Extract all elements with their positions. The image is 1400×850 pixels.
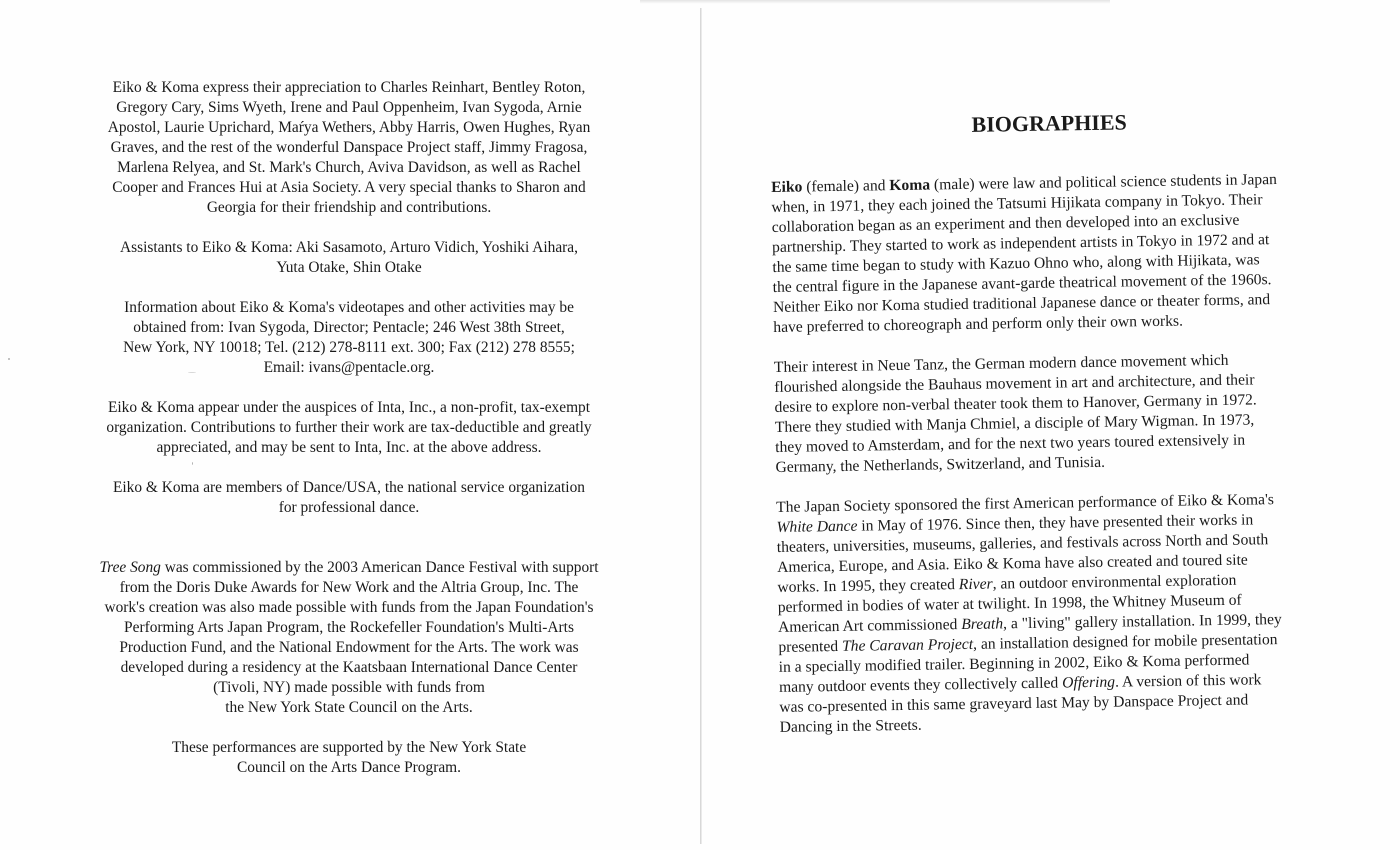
right-page (770, 105, 1328, 738)
ack-line: Cooper and Frances Hui at Asia Society. A very special thanks to Sharon and (112, 179, 586, 196)
bio-line: performed in bodies of water at twilight. In 1998, the Whitney Museum of (777, 591, 1242, 616)
support-line: Council on the Arts Dance Program. (237, 759, 461, 776)
bio-line: America, Europe, and Asia. Eiko & Koma have also created and toured site (776, 551, 1248, 576)
support-line: These performances are supported by the New York State (171, 739, 527, 756)
assistants-line: Yuta Otake, Shin Otake (276, 259, 422, 276)
bio-text: American Art commissioned (777, 616, 962, 636)
bio-line: There they studied with Manja Chmiel, a disciple of Mary Wigman. In 1973, (774, 411, 1255, 436)
members-paragraph (66, 478, 632, 518)
page-fold (700, 8, 702, 844)
tree-song-credits-paragraph (66, 558, 632, 718)
contact-info-paragraph (66, 298, 632, 378)
bio-line: partnership. They started to work as independent artists in Tokyo in 1972 and at (771, 231, 1270, 256)
bio-paragraph-2 (774, 349, 1324, 478)
bio-text: many outdoor events they collectively called (778, 674, 1063, 696)
treesong-line: the New York State Council on the Arts. (225, 699, 473, 716)
support-paragraph (66, 738, 632, 778)
bio-line: collaboration began as an experiment and then developed into an exclusive (771, 211, 1240, 236)
bio-line: theaters, universities, museums, galleries, and festivals across North and South (776, 531, 1269, 556)
bio-paragraph-1 (771, 169, 1321, 338)
ack-line: Eiko & Koma express their appreciation to Charles Reinhart, Bentley Roton, (112, 79, 586, 96)
bio-text: works. In 1995, they created (777, 576, 959, 596)
ack-line: Georgia for their friendship and contributions. (206, 199, 492, 216)
bio-line: when, in 1971, they each joined the Tatsumi Hijikata company in Tokyo. Their (771, 191, 1263, 216)
white-dance-title: White Dance (776, 517, 858, 536)
bio-line: Germany, the Netherlands, Switzerland, and Tunisia. (775, 453, 1106, 476)
bio-line: Dancing in the Streets. (779, 716, 922, 736)
bio-line: the central figure in the Japanese avant-garde theatrical movement of the 1960s. (772, 271, 1272, 296)
info-line: Information about Eiko & Koma's videotapes and other activities may be (124, 299, 574, 316)
bio-line: was co-presented in this same graveyard last May by Danspace Project and (779, 691, 1249, 716)
bio-line: have preferred to choreograph and perform only their own works. (773, 312, 1184, 336)
treesong-line: Production Fund, and the National Endowment for the Arts. The work was (119, 639, 579, 656)
auspices-line: appreciated, and may be sent to Inta, Inc. at the above address. (156, 439, 542, 456)
bio-line: in a specially modified trailer. Beginning in 2002, Eiko & Koma performed (778, 651, 1250, 676)
bio-text: , a "living" gallery installation. In 1999, they (1002, 611, 1282, 633)
bio-line: the same time began to study with Kazuo Ohno who, along with Hijikata, was (772, 251, 1260, 276)
eiko-name: Eiko (771, 178, 803, 196)
bio-text: (female) and (802, 177, 890, 196)
bio-line: they moved to Amsterdam, and for the next two years toured extensively in (775, 431, 1246, 456)
ack-line: Marlena Relyea, and St. Mark's Church, Aviva Davidson, as well as Rachel (117, 159, 581, 176)
bio-line: Their interest in Neue Tanz, the German modern dance movement which (773, 351, 1229, 376)
ack-line: Gregory Cary, Sims Wyeth, Irene and Paul Oppenheim, Ivan Sygoda, Arnie (116, 99, 582, 116)
auspices-paragraph (66, 398, 632, 458)
bio-text: , an installation designed for mobile presentation (972, 631, 1278, 653)
bio-line: flourished alongside the Bauhaus movement in art and architecture, and their (774, 371, 1255, 396)
auspices-line: Eiko & Koma appear under the auspices of Inta, Inc., a non-profit, tax-exempt (107, 399, 591, 416)
treesong-line: developed during a residency at the Kaatsbaan International Dance Center (120, 659, 578, 676)
biographies-heading: BIOGRAPHIES (971, 109, 1127, 137)
ack-line: Graves, and the rest of the wonderful Danspace Project staff, Jimmy Fragosa, (110, 139, 588, 156)
page-top-edge (640, 0, 1110, 4)
bio-text: presented (778, 637, 843, 656)
bio-line: Neither Eiko nor Koma studied traditional Japanese dance or theater forms, and (772, 291, 1271, 316)
treesong-line: Performing Arts Japan Program, the Rockefeller Foundation's Multi-Arts (124, 619, 574, 636)
bio-line: desire to explore non-verbal theater took them to Hanover, Germany in 1972. (774, 391, 1257, 416)
auspices-line: organization. Contributions to further their work are tax-deductible and greatly (106, 419, 592, 436)
bio-text: , an outdoor environmental exploration (992, 571, 1237, 593)
bio-paragraph-3 (776, 489, 1328, 738)
paper-speck (188, 372, 196, 373)
offering-title: Offering (1062, 673, 1116, 692)
treesong-line: was commissioned by the 2003 American Dance Festival with support (160, 559, 599, 576)
caravan-project-title: The Caravan Project (841, 635, 974, 655)
assistants-paragraph (66, 238, 632, 278)
bio-line: The Japan Society sponsored the first American performance of Eiko & Koma's (776, 491, 1275, 516)
info-line: Email: ivans@pentacle.org. (263, 359, 435, 376)
paper-speck (8, 358, 10, 360)
koma-name: Koma (889, 176, 931, 195)
tree-song-title: Tree Song (99, 559, 161, 576)
acknowledgements-paragraph (66, 78, 632, 218)
breath-title: Breath (961, 615, 1004, 634)
treesong-line: (Tivoli, NY) made possible with funds from (213, 679, 485, 696)
ack-line: Apostol, Laurie Uprichard, Maŕya Wethers, Abby Harris, Owen Hughes, Ryan (107, 119, 591, 136)
paper-speck (192, 462, 193, 465)
members-line: Eiko & Koma are members of Dance/USA, the national service organization (113, 479, 585, 496)
bio-text: (male) were law and political science students in Japan (929, 171, 1278, 194)
bio-text: . A version of this work (1114, 671, 1262, 691)
assistants-line: Assistants to Eiko & Koma: Aki Sasamoto, Arturo Vidich, Yoshiki Aihara, (120, 239, 578, 256)
members-line: for professional dance. (278, 499, 420, 516)
info-line: New York, NY 10018; Tel. (212) 278-8111 ext. 300; Fax (212) 278 8555; (123, 339, 575, 356)
treesong-line: from the Doris Duke Awards for New Work and the Altria Group, Inc. The (119, 579, 579, 596)
bio-text: in May of 1976. Since then, they have presented their works in (857, 511, 1254, 535)
treesong-line: work's creation was also made possible with funds from the Japan Foundation's (104, 599, 594, 616)
info-line: obtained from: Ivan Sygoda, Director; Pentacle; 246 West 38th Street, (133, 319, 565, 336)
left-page (66, 78, 632, 778)
river-title: River (958, 575, 993, 594)
